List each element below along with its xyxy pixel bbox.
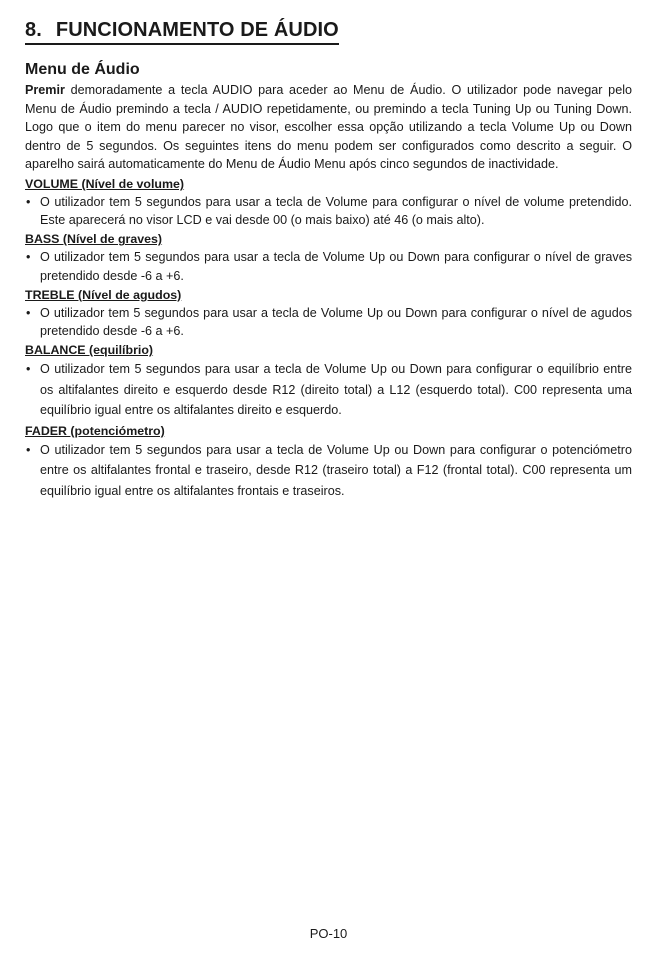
bullet-list xyxy=(25,440,632,502)
item-title: BASS (Nível de graves) xyxy=(25,232,163,247)
bullet-list xyxy=(25,248,632,284)
bullet-text: • O utilizador tem 5 segundos para usar a tecla de Volume Up ou Down para configurar o nível de agudos pretendido desde -6 a +6. xyxy=(25,304,632,340)
item-title: TREBLE (Nível de agudos) xyxy=(25,287,182,302)
bullet-text: • O utilizador tem 5 segundos para usar a tecla de Volume Up ou Down para configurar o equilíbrio entre os altifalantes direito e esquerdo desde R12 (direito total) a L12 (esquerdo total). C00 representa uma equilíbrio igual entre os altifalantes direito e esquerdo. xyxy=(25,359,632,421)
bullet-text: • O utilizador tem 5 segundos para usar a tecla de Volume Up ou Down para configurar o nível de graves pretendido desde -6 a +6. xyxy=(25,248,632,284)
item-title: BALANCE (equilíbrio) xyxy=(25,343,154,358)
chapter-title: FUNCIONAMENTO DE ÁUDIO xyxy=(55,19,339,41)
menu-item-treble xyxy=(25,287,632,340)
document-page xyxy=(25,18,632,501)
bullet-text: • O utilizador tem 5 segundos para usar a tecla de Volume Up ou Down para configurar o potenciómetro entre os altifalantes frontal e traseiro, desde R12 (traseiro total) a F12 (frontal total). C00 representa um equilíbrio igual entre os altifalantes frontais e traseiros. xyxy=(25,440,632,502)
item-title: FADER (potenciómetro) xyxy=(25,423,165,438)
bullet-list xyxy=(25,304,632,340)
menu-item-balance xyxy=(25,342,632,421)
intro-lead: Premir xyxy=(25,83,65,97)
page-number: PO-10 xyxy=(309,926,348,941)
bullet-list xyxy=(25,359,632,421)
bullet-list xyxy=(25,193,632,229)
intro-paragraph xyxy=(25,81,632,174)
intro-text: demoradamente a tecla AUDIO para aceder ao Menu de Áudio. O utilizador pode navegar pelo Menu de Áudio premindo a tecla / AUDIO repetidamente, ou premindo a tecla Tuning Up ou Tuning Down. Logo que o item do menu parecer no visor, escolher essa opção utilizando a tecla Volume Up ou Down dentro de 5 segundos. Os seguintes itens do menu podem ser configurados como descrito a seguir. O aparelho sairá automaticamente do Menu de Áudio Menu após cinco segundos de inactividade. xyxy=(25,83,632,172)
menu-item-bass xyxy=(25,231,632,284)
bullet-text: • O utilizador tem 5 segundos para usar a tecla de Volume para configurar o nível de volume pretendido. Este aparecerá no visor LCD e vai desde 00 (o mais baixo) até 46 (o mais alto). xyxy=(25,193,632,229)
section-title: Menu de Áudio xyxy=(25,61,140,78)
item-title: VOLUME (Nível de volume) xyxy=(25,176,185,191)
chapter-number: 8. xyxy=(25,19,42,41)
chapter-heading xyxy=(25,18,339,45)
menu-item-fader xyxy=(25,423,632,502)
menu-item-volume xyxy=(25,176,632,229)
